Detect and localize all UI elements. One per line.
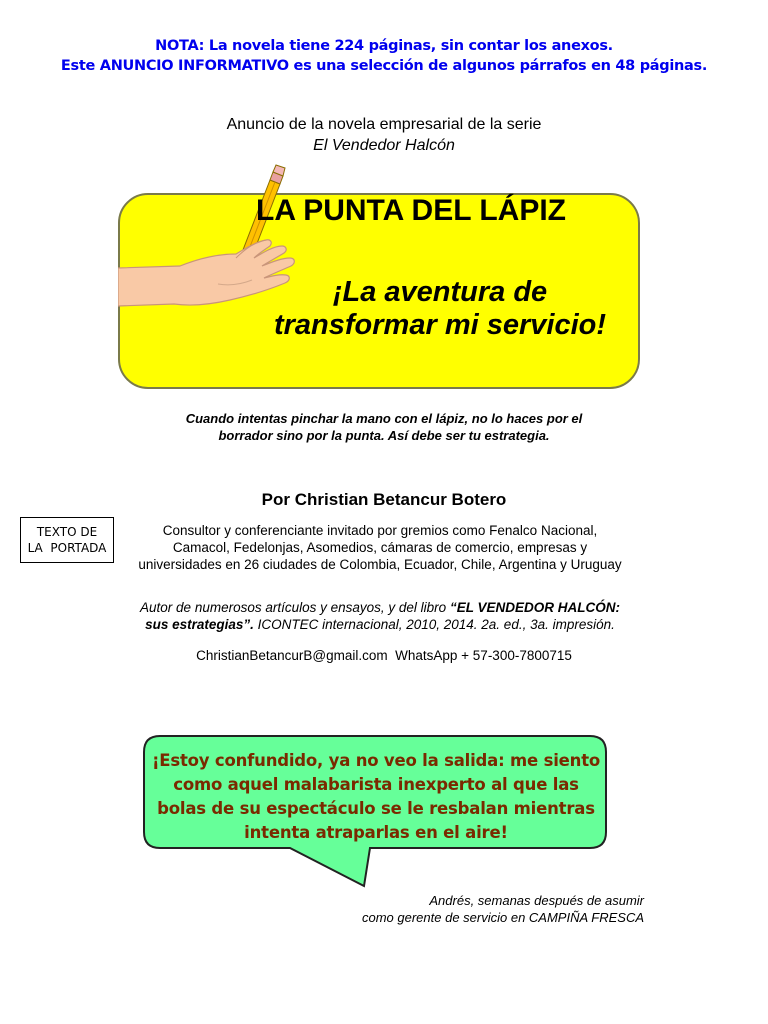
series-name: El Vendedor Halcón: [313, 137, 455, 154]
cover-text-line-1: TEXTO DE: [36, 525, 98, 539]
book-title-2: sus estrategias”.: [145, 617, 254, 632]
book-prefix: Autor de numerosos artículos y ensayos, y del libro: [140, 600, 450, 615]
nota-line-1: NOTA: La novela tiene 224 páginas, sin contar los anexos.: [155, 38, 613, 54]
book-title-1: “EL VENDEDOR HALCÓN:: [449, 600, 620, 615]
cover-text-line-2: LA PORTADA: [27, 541, 107, 555]
banner-subtitle-line-1: ¡La aventura de: [332, 276, 548, 308]
author-byline: Por Christian Betancur Botero: [261, 490, 507, 509]
bubble-line-4: intenta atraparlas en el aire!: [244, 823, 508, 842]
consultant-line-3: universidades en 26 ciudades de Colombia, Ecuador, Chile, Argentina y Uruguay: [138, 557, 622, 572]
pencil-quote-line-2: borrador sino por la punta. Así debe ser tu estrategia.: [218, 428, 550, 443]
book-suffix: ICONTEC internacional, 2010, 2014. 2a. ed., 3a. impresión.: [253, 617, 615, 632]
consultant-line-2: Camacol, Fedelonjas, Asomedios, cámaras de comercio, empresas y: [172, 540, 588, 555]
consultant-description: [120, 522, 640, 573]
banner-subtitle-line-2: transformar mi servicio!: [273, 309, 606, 341]
banner-subtitle: [250, 276, 630, 342]
pencil-quote-line-1: Cuando intentas pinchar la mano con el lápiz, no lo haces por el: [185, 411, 583, 426]
cover-text-box: [20, 517, 114, 563]
contact-info: ChristianBetancurB@gmail.com WhatsApp + 57-300-7800715: [196, 648, 572, 663]
quote-attribution: [362, 892, 644, 926]
banner-title: LA PUNTA DEL LÁPIZ: [256, 194, 566, 227]
bubble-line-2: como aquel malabarista inexperto al que las: [173, 775, 579, 794]
header-note: [0, 36, 768, 76]
intro: [0, 114, 768, 156]
nota-line-2: Este ANUNCIO INFORMATIVO es una selección de algunos párrafos en 48 páginas.: [60, 58, 708, 74]
book-description: [120, 599, 640, 633]
pencil-quote: [0, 410, 768, 444]
intro-line: Anuncio de la novela empresarial de la serie: [226, 116, 542, 133]
consultant-line-1: Consultor y conferenciante invitado por gremios como Fenalco Nacional,: [162, 523, 598, 538]
attribution-line-2: como gerente de servicio en CAMPIÑA FRESCA: [361, 910, 644, 925]
bubble-line-1: ¡Estoy confundido, ya no veo la salida: me siento: [151, 751, 601, 770]
bubble-line-3: bolas de su espectáculo se le resbalan mientras: [157, 799, 595, 818]
bubble-quote: [150, 749, 602, 845]
attribution-line-1: Andrés, semanas después de asumir: [429, 893, 644, 908]
